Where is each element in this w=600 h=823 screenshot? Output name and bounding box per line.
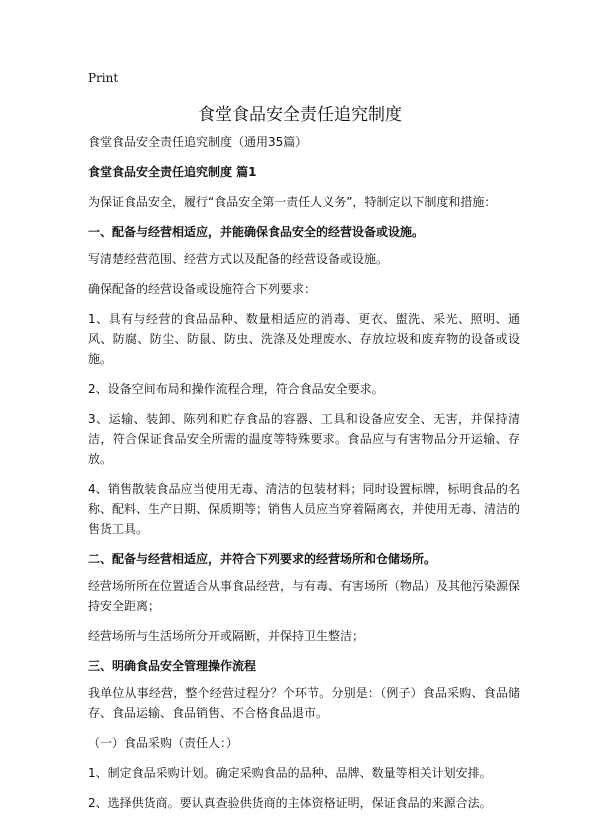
paragraph: 写清楚经营范围、经营方式以及配备的经营设备或设施。	[88, 252, 389, 266]
intro-paragraph: 为保证食品安全，履行“食品安全第一责任人义务”，特制定以下制度和措施：	[88, 195, 497, 209]
paragraph: 1、具有与经营的食品品种、数量相适应的消毒、更衣、盥洗、采光、照明、通风、防腐、防尘、防鼠、防虫、洗涤及处理废水、存放垃圾和废弃物的设备或设施。	[88, 312, 520, 366]
paragraph: 1、制定食品采购计划。确定采购食品的品种、品牌、数量等相关计划安排。	[88, 766, 492, 780]
heading-1: 一、配备与经营相适应，并能确保食品安全的经营设备或设施。	[88, 225, 425, 239]
paragraph: 3、运输、装卸、陈列和贮存食品的容器、工具和设备应安全、无害，并保持清洁，符合保证食品安全所需的温度等特殊要求。食品应与有害物品分开运输、存放。	[88, 412, 520, 466]
print-link[interactable]: Print	[88, 71, 119, 85]
paragraph: 经营场所所在位置适合从事食品经营，与有毒、有害场所（物品）及其他污染源保持安全距离；	[88, 579, 521, 613]
paragraph: 我单位从事经营，整个经营过程分？个环节。分别是：（例子）食品采购、食品储存、食品运输、食品销售、不合格食品退市。	[88, 686, 520, 720]
paragraph: 确保配备的经营设备或设施符合下列要求：	[88, 282, 317, 296]
paragraph: 2、选择供货商。要认真查验供货商的主体资格证明，保证食品的来源合法。	[88, 796, 492, 810]
paragraph: （一）食品采购（责任人：）	[88, 736, 239, 750]
document-title: 食堂食品安全责任追究制度	[198, 105, 402, 125]
heading-3: 三、明确食品安全管理操作流程	[88, 659, 257, 673]
document-body	[88, 132, 520, 823]
paragraph: 2、设备空间布局和操作流程合理，符合食品安全要求。	[88, 382, 384, 396]
section-title: 食堂食品安全责任追究制度 篇1	[88, 165, 257, 179]
paragraph: 4、销售散装食品应当使用无毒、清洁的包装材料；同时设置标牌，标明食品的名称、配料、生产日期、保质期等；销售人员应当穿着隔离衣，并使用无毒、清洁的售货工具。	[88, 482, 521, 536]
heading-2: 二、配备与经营相适应，并符合下列要求的经营场所和仓储场所。	[88, 552, 437, 566]
document-subtitle: 食堂食品安全责任追究制度（通用35篇）	[88, 135, 308, 149]
paragraph: 经营场所与生活场所分开或隔断，并保持卫生整洁；	[88, 629, 365, 643]
